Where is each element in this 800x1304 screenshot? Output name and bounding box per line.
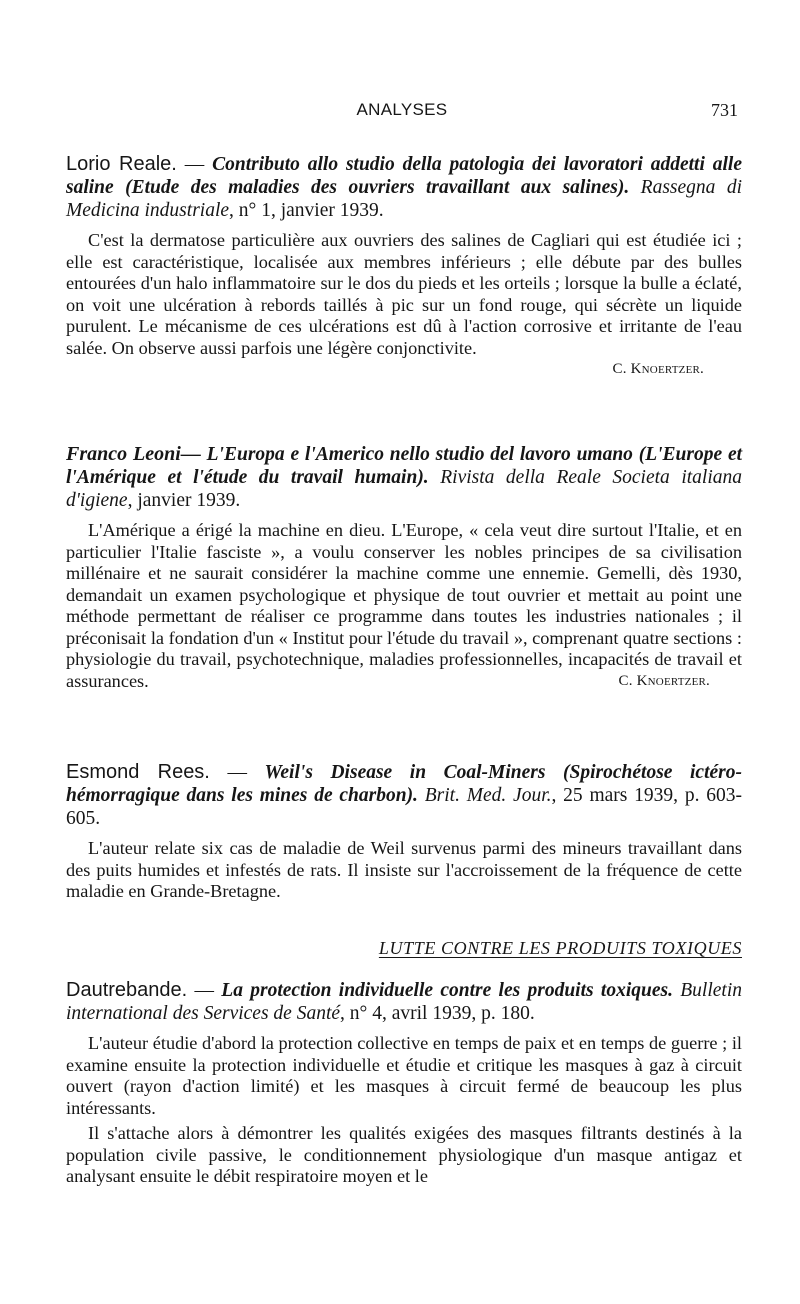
entry-author: Franco Leoni— xyxy=(66,443,201,465)
entry-heading xyxy=(66,443,742,512)
entry-heading xyxy=(66,979,742,1025)
entry-dash: — xyxy=(187,980,222,1001)
running-head xyxy=(66,100,738,126)
entry-source: Brit. Med. Jour. xyxy=(424,785,552,806)
entry-heading xyxy=(66,153,742,222)
entry-citation: , n° 1, janvier 1939. xyxy=(229,200,384,221)
entry-signature: C. Knoertzer. xyxy=(618,672,710,689)
review-entry-rees xyxy=(66,761,742,903)
entry-heading xyxy=(66,761,742,830)
entry-paragraph xyxy=(66,520,742,692)
entry-signature: C. Knoertzer. xyxy=(612,361,704,377)
review-entry-reale xyxy=(66,153,742,379)
running-title: ANALYSES xyxy=(356,100,448,119)
entry-title: La protection individuelle contre les produits toxiques. xyxy=(221,980,673,1001)
entry-paragraph: L'auteur relate six cas de maladie de Weil survenus parmi des mineurs travaillant dans des puits humides et infestés de rats. Il insiste sur l'accroissement de la fréquence de cette maladie en Grande-Bretagne. xyxy=(66,838,742,901)
entry-source: Bulletin international des Services de Santé xyxy=(66,980,742,1024)
entry-title: Weil's Disease in Coal-Miners (Spirochétose ictéro-hémorragique dans les mines de charbon). xyxy=(66,762,742,806)
entry-paragraph: Il s'attache alors à démontrer les qualités exigées des masques filtrants destinés à la population civile passive, le conditionnement physiologique d'un masque antigaz et analysant ensuite le débit respiratoire moyen et le xyxy=(66,1123,742,1186)
entry-author: Dautrebande. xyxy=(66,979,188,1001)
entry-dash: — xyxy=(176,154,213,175)
entry-title: L'Europa e l'Americo nello studio del lavoro umano (L'Europe et l'Amérique et l'étude du travail humain). xyxy=(66,444,743,488)
entry-paragraph: L'auteur étudie d'abord la protection collective en temps de paix et en temps de guerre ; il examine ensuite la protection individuelle et étudie et critique les masques à gaz à circuit ouvert (rayon d'action limité) et les masques à circuit fermé de beaucoup les plus intéressants. xyxy=(66,1033,742,1118)
entry-citation: , 25 mars 1939, p. 603-605. xyxy=(66,785,742,829)
entry-author: Lorio Reale. xyxy=(66,153,177,175)
entry-title: Contributo allo studio della patologia dei lavoratori addetti alle saline (Etude des maladies des ouvriers travaillant aux salines). xyxy=(66,154,743,198)
page-number: 731 xyxy=(711,100,738,120)
entry-paragraph-text: L'Amérique a érigé la machine en dieu. L'Europe, « cela veut dire surtout l'Italie, et en particulier l'Italie fasciste », a voulu conserver les nobles principes de sa civilisation millénaire et ne saurait considérer la machine comme une ennemie. Gemelli, dès 1930, demandait un examen psychologique et physique de tout ouvrier et mettait au point une méthode permettant de réaliser ce programme dans toutes les industries nationales ; il préconisait la fondation d'un « Institut pour l'étude du travail », comprenant quatre sections : physiologie du travail, psychotechnique, maladies professionnelles, incapacités de travail et assurances. xyxy=(66,520,742,691)
review-entry-leoni xyxy=(66,443,742,692)
entry-citation: , n° 4, avril 1939, p. 180. xyxy=(340,1003,535,1024)
entry-paragraph: C'est la dermatose particulière aux ouvriers des salines de Cagliari qui est étudiée ici ; elle est caractéristique, localisée aux membres inférieurs ; elle débute par des bulles entourées d'un halo inflammatoire sur le dos du pieds et les orteils ; lorsque la bulle a éclaté, on voit une ulcération à rebords taillés à pic sur un fond rouge, qui sécrète un liquide purulent. Le mécanisme de ces ulcérations est dû à l'action corrosive et irritante de l'eau salée. On observe aussi parfois une légère conjonctivite. xyxy=(66,230,742,358)
section-heading: LUTTE CONTRE LES PRODUITS TOXIQUES xyxy=(378,938,742,958)
review-entry-dautrebande xyxy=(66,979,742,1188)
entry-source: Rivista della Reale Societa italiana d'igiene xyxy=(66,467,743,511)
entry-author: Esmond Rees. xyxy=(66,761,210,783)
entry-source: Rassegna di Medicina industriale xyxy=(66,177,742,221)
entry-dash: — xyxy=(209,762,265,783)
entry-citation: , janvier 1939. xyxy=(127,490,241,511)
